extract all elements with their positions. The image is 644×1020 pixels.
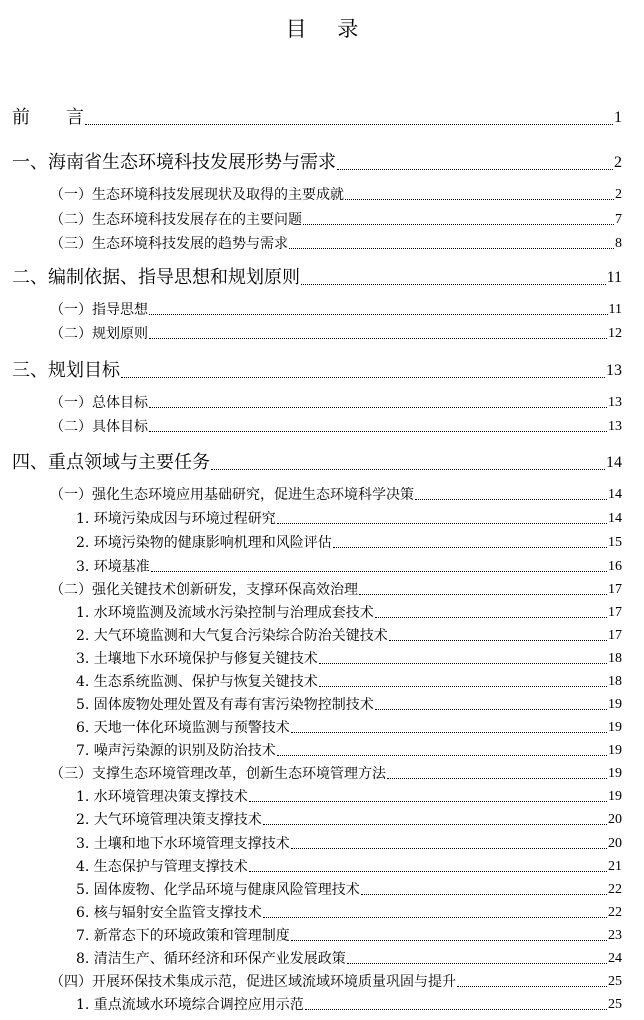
- dot-leader: [263, 824, 607, 825]
- toc-entry-page-number: 14: [608, 487, 622, 502]
- toc-entry-label: 四、重点领域与主要任务: [12, 452, 210, 473]
- toc-entry[interactable]: [76, 533, 622, 553]
- toc-entry-page-number: 24: [608, 951, 622, 966]
- dot-leader: [277, 523, 607, 524]
- toc-entry-label: 1. 环境污染成因与环境过程研究: [76, 511, 276, 527]
- dot-leader: [85, 124, 613, 125]
- toc-entry-label: （三）支撑生态环境管理改革，创新生态环境管理方法: [50, 766, 386, 782]
- dot-leader: [211, 469, 605, 470]
- toc-entry-label: 7. 噪声污染源的识别及防治技术: [76, 743, 276, 759]
- toc-entry-label: 前 言: [12, 107, 84, 128]
- toc-entry[interactable]: [76, 718, 622, 738]
- toc-entry-label: 3. 环境基准: [76, 559, 150, 575]
- toc-entry-label: 二、编制依据、指导思想和规划原则: [12, 267, 300, 288]
- dot-leader: [289, 248, 614, 249]
- dot-leader: [361, 894, 607, 895]
- toc-entry-label: （二）规划原则: [50, 326, 148, 342]
- toc-entry-label: 三、规划目标: [12, 360, 120, 381]
- toc-entry[interactable]: [50, 185, 622, 205]
- toc-entry[interactable]: [12, 266, 622, 290]
- dot-leader: [291, 732, 607, 733]
- toc-entry-label: （二）具体目标: [50, 419, 148, 435]
- toc-entry[interactable]: [76, 903, 622, 923]
- toc-entry[interactable]: [50, 234, 622, 254]
- toc-entry-label: 一、海南省生态环境科技发展形势与需求: [12, 152, 336, 173]
- toc-entry-page-number: 19: [608, 743, 622, 758]
- toc-entry-label: 3. 土壤地下水环境保护与修复关键技术: [76, 651, 318, 667]
- toc-entry-page-number: 18: [608, 674, 622, 689]
- toc-entry-label: （二）生态环境科技发展存在的主要问题: [50, 212, 302, 228]
- toc-entry[interactable]: [50, 393, 622, 413]
- toc-entry[interactable]: [76, 557, 622, 577]
- dot-leader: [319, 663, 607, 664]
- page-title: 目 录: [285, 17, 371, 41]
- toc-entry[interactable]: [76, 949, 622, 969]
- toc-entry[interactable]: [76, 509, 622, 529]
- toc-entry-label: （一）强化生态环境应用基础研究，促进生态环境科学决策: [50, 487, 414, 503]
- toc-entry-page-number: 19: [608, 789, 622, 804]
- dot-leader: [301, 284, 606, 285]
- toc-entry-page-number: 2: [614, 154, 622, 171]
- toc-entry[interactable]: [76, 695, 622, 715]
- toc-entry-label: 1. 重点流域水环境综合调控应用示范: [76, 997, 304, 1013]
- toc-entry-page-number: 14: [606, 454, 622, 471]
- toc-entry-page-number: 23: [608, 928, 622, 943]
- toc-entry[interactable]: [50, 580, 622, 600]
- dot-leader: [359, 594, 607, 595]
- toc-entry-label: 1. 水环境管理决策支撑技术: [76, 789, 248, 805]
- toc-entry-page-number: 21: [608, 859, 622, 874]
- toc-entry-page-number: 1: [614, 109, 622, 126]
- toc-entry-label: 8. 清洁生产、循环经济和环保产业发展政策: [76, 951, 346, 967]
- toc-entry-page-number: 22: [608, 905, 622, 920]
- toc-entry-label: （四）开展环保技术集成示范，促进区域流域环境质量巩固与提升: [50, 974, 456, 990]
- dot-leader: [389, 640, 607, 641]
- dot-leader: [149, 314, 608, 315]
- toc-entry-page-number: 8: [615, 236, 622, 251]
- toc-entry-page-number: 11: [608, 302, 622, 317]
- dot-leader: [457, 986, 607, 987]
- dot-leader: [291, 848, 607, 849]
- toc-entry[interactable]: [50, 972, 622, 992]
- toc-entry-page-number: 13: [606, 362, 622, 379]
- toc-entry-page-number: 13: [608, 395, 622, 410]
- toc-entry-page-number: 25: [608, 997, 622, 1012]
- toc-entry[interactable]: [76, 995, 622, 1015]
- toc-entry-page-number: 12: [608, 326, 622, 341]
- toc-entry[interactable]: [76, 787, 622, 807]
- toc-entry[interactable]: [12, 151, 622, 175]
- dot-leader: [151, 571, 607, 572]
- toc-entry-page-number: 19: [608, 766, 622, 781]
- dot-leader: [277, 755, 607, 756]
- toc-entry-label: 6. 天地一体化环境监测与预警技术: [76, 720, 290, 736]
- toc-entry[interactable]: [50, 300, 622, 320]
- toc-entry-label: 3. 土壤和地下水环境管理支撑技术: [76, 836, 290, 852]
- toc-entry-page-number: 11: [606, 269, 622, 286]
- toc-entry-page-number: 19: [608, 697, 622, 712]
- toc-entry[interactable]: [76, 626, 622, 646]
- dot-leader: [305, 1009, 607, 1010]
- toc-entry[interactable]: [76, 649, 622, 669]
- dot-leader: [263, 917, 607, 918]
- toc-entry[interactable]: [50, 417, 622, 437]
- toc-entry-page-number: 19: [608, 720, 622, 735]
- dot-leader: [345, 199, 614, 200]
- toc-entry-label: 1. 水环境监测及流域水污染控制与治理成套技术: [76, 605, 374, 621]
- toc-entry[interactable]: [76, 926, 622, 946]
- dot-leader: [291, 940, 607, 941]
- toc-entry-label: 4. 生态保护与管理支撑技术: [76, 859, 248, 875]
- toc-entry-label: 4. 生态系统监测、保护与恢复关键技术: [76, 674, 318, 690]
- dot-leader: [249, 871, 607, 872]
- toc-entry[interactable]: [76, 672, 622, 692]
- toc-entry[interactable]: [50, 210, 622, 230]
- dot-leader: [375, 709, 607, 710]
- dot-leader: [149, 407, 607, 408]
- toc-entry-page-number: 17: [608, 605, 622, 620]
- toc-entry[interactable]: [12, 106, 622, 130]
- dot-leader: [415, 499, 607, 500]
- toc-entry-label: （三）生态环境科技发展的趋势与需求: [50, 236, 288, 252]
- toc-entry-page-number: 17: [608, 628, 622, 643]
- dot-leader: [375, 617, 607, 618]
- toc-entry-label: 7. 新常态下的环境政策和管理制度: [76, 928, 290, 944]
- toc-entry-page-number: 13: [608, 419, 622, 434]
- toc-entry-page-number: 7: [615, 212, 622, 227]
- toc-entry[interactable]: [12, 359, 622, 383]
- dot-leader: [319, 686, 607, 687]
- toc-entry-page-number: 20: [608, 836, 622, 851]
- dot-leader: [149, 431, 607, 432]
- toc-entry[interactable]: [50, 764, 622, 784]
- dot-leader: [333, 547, 607, 548]
- dot-leader: [303, 224, 614, 225]
- dot-leader: [249, 801, 607, 802]
- toc-entry-label: 2. 环境污染物的健康影响机理和风险评估: [76, 535, 332, 551]
- toc-entry-page-number: 14: [608, 511, 622, 526]
- toc-entry[interactable]: [50, 324, 622, 344]
- toc-entry-label: 5. 固体废物处理处置及有毒有害污染物控制技术: [76, 697, 374, 713]
- toc-entry-label: （一）生态环境科技发展现状及取得的主要成就: [50, 187, 344, 203]
- toc-entry[interactable]: [50, 485, 622, 505]
- toc-entry-page-number: 25: [608, 974, 622, 989]
- toc-entry[interactable]: [76, 834, 622, 854]
- dot-leader: [337, 169, 613, 170]
- toc-entry[interactable]: [76, 880, 622, 900]
- toc-entry-label: 6. 核与辐射安全监管支撑技术: [76, 905, 262, 921]
- toc-entry-page-number: 17: [608, 582, 622, 597]
- dot-leader: [347, 963, 607, 964]
- toc-entry-page-number: 18: [608, 651, 622, 666]
- toc-entry[interactable]: [76, 857, 622, 877]
- toc-entry-label: 2. 大气环境监测和大气复合污染综合防治关键技术: [76, 628, 388, 644]
- toc-entry-page-number: 15: [608, 535, 622, 550]
- dot-leader: [149, 338, 607, 339]
- toc-entry[interactable]: [12, 451, 622, 475]
- toc-entry-page-number: 2: [615, 187, 622, 202]
- toc-entry-page-number: 22: [608, 882, 622, 897]
- toc-entry[interactable]: [76, 810, 622, 830]
- toc-entry-page-number: 16: [608, 559, 622, 574]
- toc-entry-page-number: 20: [608, 812, 622, 827]
- toc-entry-label: （一）指导思想: [50, 302, 148, 318]
- toc-entry-label: 2. 大气环境管理决策支撑技术: [76, 812, 262, 828]
- toc-entry-label: （一）总体目标: [50, 395, 148, 411]
- toc-entry[interactable]: [76, 741, 622, 761]
- toc-entry-label: 5. 固体废物、化学品环境与健康风险管理技术: [76, 882, 360, 898]
- dot-leader: [387, 778, 607, 779]
- dot-leader: [121, 377, 605, 378]
- toc-entry-label: （二）强化关键技术创新研发，支撑环保高效治理: [50, 582, 358, 598]
- toc-entry[interactable]: [76, 603, 622, 623]
